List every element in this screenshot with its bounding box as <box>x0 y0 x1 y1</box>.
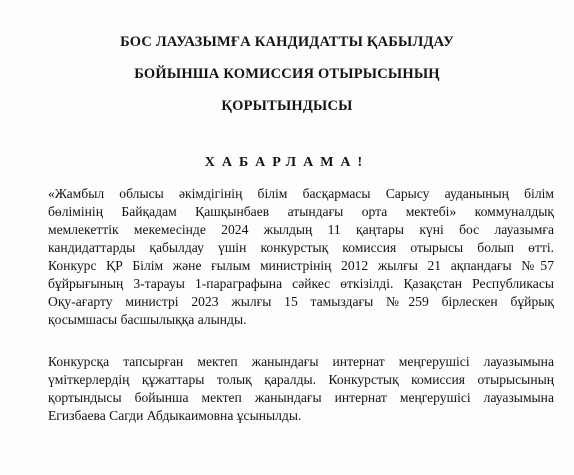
paragraph-2-line: үміткерлердің құжаттары толық қаралды. Конкурстық комиссия отырысының <box>48 372 554 387</box>
paragraph-2-line: қортындысы бойынша мектеп жанындағы интернат меңгерушісі лауазымына <box>48 390 554 405</box>
title-line-2: БОЙЫНША КОМИССИЯ ОТЫРЫСЫНЫҢ <box>134 66 440 82</box>
paragraph-2-line: Конкурсқа тапсырған мектеп жанындағы интернат меңгерушісі лауазымына <box>48 354 554 369</box>
paragraph-1-line: мемлекеттік мекемесінде 2024 жылдың 11 қаңтары күні бос лауазымға <box>48 222 554 237</box>
paragraph-1-line: қосымшасы басшылыққа алынды. <box>48 312 247 327</box>
paragraph-1-line: бөлімінің Байқадам Қашқынбаев атындағы орта мектебі» коммуналдық <box>48 204 554 219</box>
paragraph-2 <box>48 353 554 425</box>
paragraph-2-line: Егизбаева Сагди Абдыкаимовна ұсынылды. <box>48 408 302 423</box>
paragraph-1-line: «Жамбыл облысы әкімдігінің білім басқармасы Сарысу ауданының білім <box>48 186 554 201</box>
paragraph-1-line: Конкурс ҚР Білім және ғылым министрінің 2012 жылғы 21 ақпандағы №57 <box>48 258 554 273</box>
paragraph-1-line: кандидаттарды қабылдау үшін конкурстық комиссия отырысы болып өтті. <box>48 240 554 255</box>
paragraph-1 <box>48 185 554 329</box>
title-line-3: ҚОРЫТЫНДЫСЫ <box>221 98 353 114</box>
announcement-heading: ХАБАРЛАМА! <box>204 155 370 170</box>
paragraph-1-line: Оқу-ағарту министрі 2023 жылғы 15 тамыздағы №259 бірлескен бұйрық <box>48 294 554 309</box>
paragraph-1-line: бұйрығының 3-тарауы 1-параграфына сәйкес өткізілді. Қазақстан Республикасы <box>48 276 554 291</box>
title-line-1: БОС ЛАУАЗЫМҒА КАНДИДАТТЫ ҚАБЫЛДАУ <box>120 34 454 50</box>
